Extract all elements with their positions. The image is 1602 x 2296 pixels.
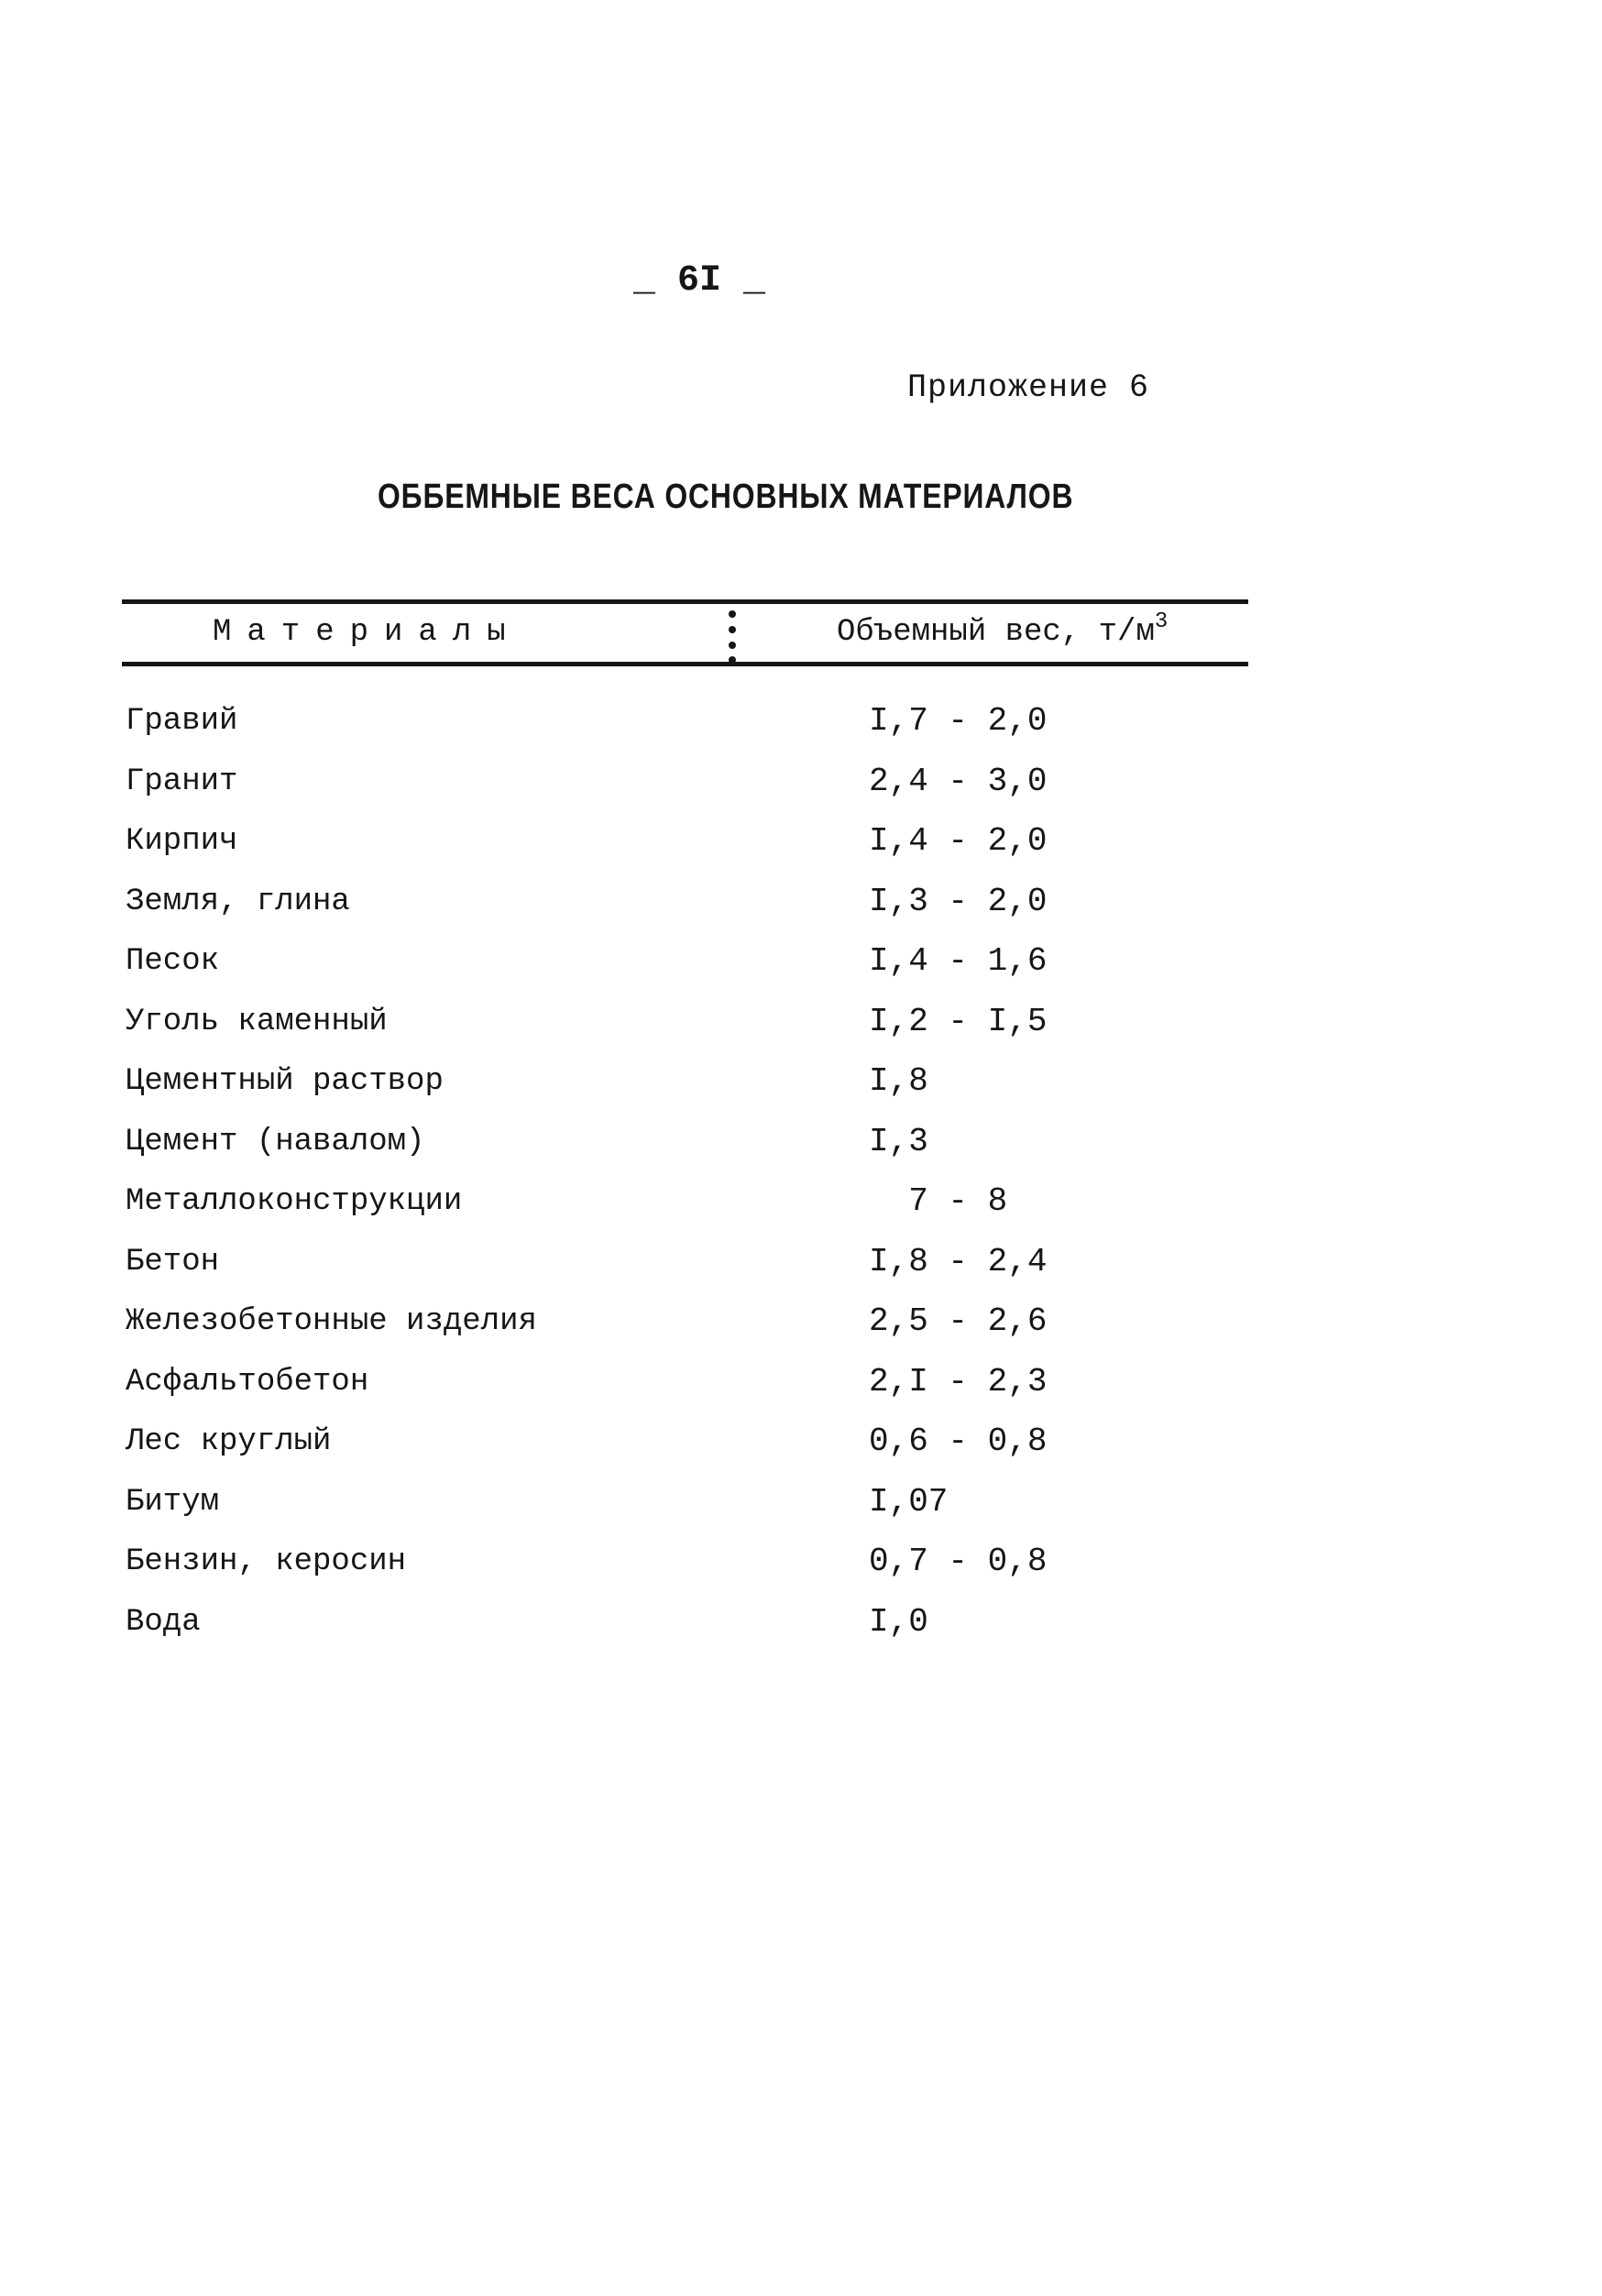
material-cell: Гравий [126, 704, 238, 739]
material-cell: Земля, глина [126, 884, 350, 919]
table-row [0, 1361, 1602, 1422]
material-cell: Уголь каменный [126, 1004, 388, 1039]
table-row [0, 820, 1602, 881]
material-cell: Железобетонные изделия [126, 1304, 537, 1339]
material-cell: Металлоконструкции [126, 1184, 463, 1219]
material-cell: Лес круглый [126, 1424, 332, 1459]
material-cell: Гранит [126, 764, 238, 799]
weight-cell: I,8 - 2,4 [869, 1242, 1048, 1280]
table-top-rule [122, 599, 1248, 604]
weight-cell: I,4 - 1,6 [869, 942, 1048, 980]
table-row [0, 1301, 1602, 1361]
appendix-label: Приложение 6 [907, 369, 1150, 406]
column-separator [728, 609, 737, 664]
table-row [0, 1121, 1602, 1181]
material-cell: Бетон [126, 1244, 220, 1280]
header-weight [837, 611, 1168, 654]
table-row [0, 881, 1602, 941]
weight-cell: 2,4 - 3,0 [869, 762, 1048, 800]
weight-cell: 7 - 8 [869, 1182, 1008, 1220]
weight-cell: I,7 - 2,0 [869, 702, 1048, 740]
table-row [0, 1481, 1602, 1542]
weight-cell: I,3 [869, 1122, 928, 1160]
material-cell: Асфальтобетон [126, 1364, 369, 1400]
table-row [0, 1241, 1602, 1302]
table-row [0, 1181, 1602, 1241]
weight-cell: 2,5 - 2,6 [869, 1302, 1048, 1340]
page-number: _ 6I _ [632, 260, 766, 302]
table-body [0, 700, 1602, 1661]
table-row [0, 1421, 1602, 1481]
table-row [0, 1001, 1602, 1061]
table-row [0, 1541, 1602, 1601]
material-cell: Вода [126, 1604, 201, 1640]
document-title: ОББЕМНЫЕ ВЕСА ОСНОВНЫХ МАТЕРИАЛОВ [378, 478, 1074, 516]
weight-cell: I,8 [869, 1062, 928, 1100]
weight-cell: I,2 - I,5 [869, 1002, 1048, 1040]
weight-cell: I,3 - 2,0 [869, 882, 1048, 920]
table-row [0, 1601, 1602, 1662]
table-row [0, 1060, 1602, 1121]
material-cell: Кирпич [126, 824, 238, 859]
table-header-rule [122, 662, 1248, 666]
weight-cell: 0,6 - 0,8 [869, 1423, 1048, 1460]
material-cell: Цемент (навалом) [126, 1124, 425, 1159]
material-cell: Цементный раствор [126, 1064, 444, 1099]
weight-cell: I,4 - 2,0 [869, 822, 1048, 860]
weight-cell: I,07 [869, 1482, 949, 1521]
header-weight-exponent: 3 [1154, 610, 1169, 634]
table-row [0, 940, 1602, 1001]
header-weight-label: Объемный вес, т/м [837, 615, 1155, 650]
weight-cell: 0,7 - 0,8 [869, 1543, 1048, 1580]
material-cell: Песок [126, 944, 220, 979]
header-materials: Материалы [213, 615, 521, 650]
table-row [0, 761, 1602, 821]
table-row [0, 700, 1602, 761]
weight-cell: 2,I - 2,3 [869, 1362, 1048, 1401]
material-cell: Бензин, керосин [126, 1544, 407, 1579]
weight-cell: I,0 [869, 1602, 928, 1641]
material-cell: Битум [126, 1484, 220, 1520]
